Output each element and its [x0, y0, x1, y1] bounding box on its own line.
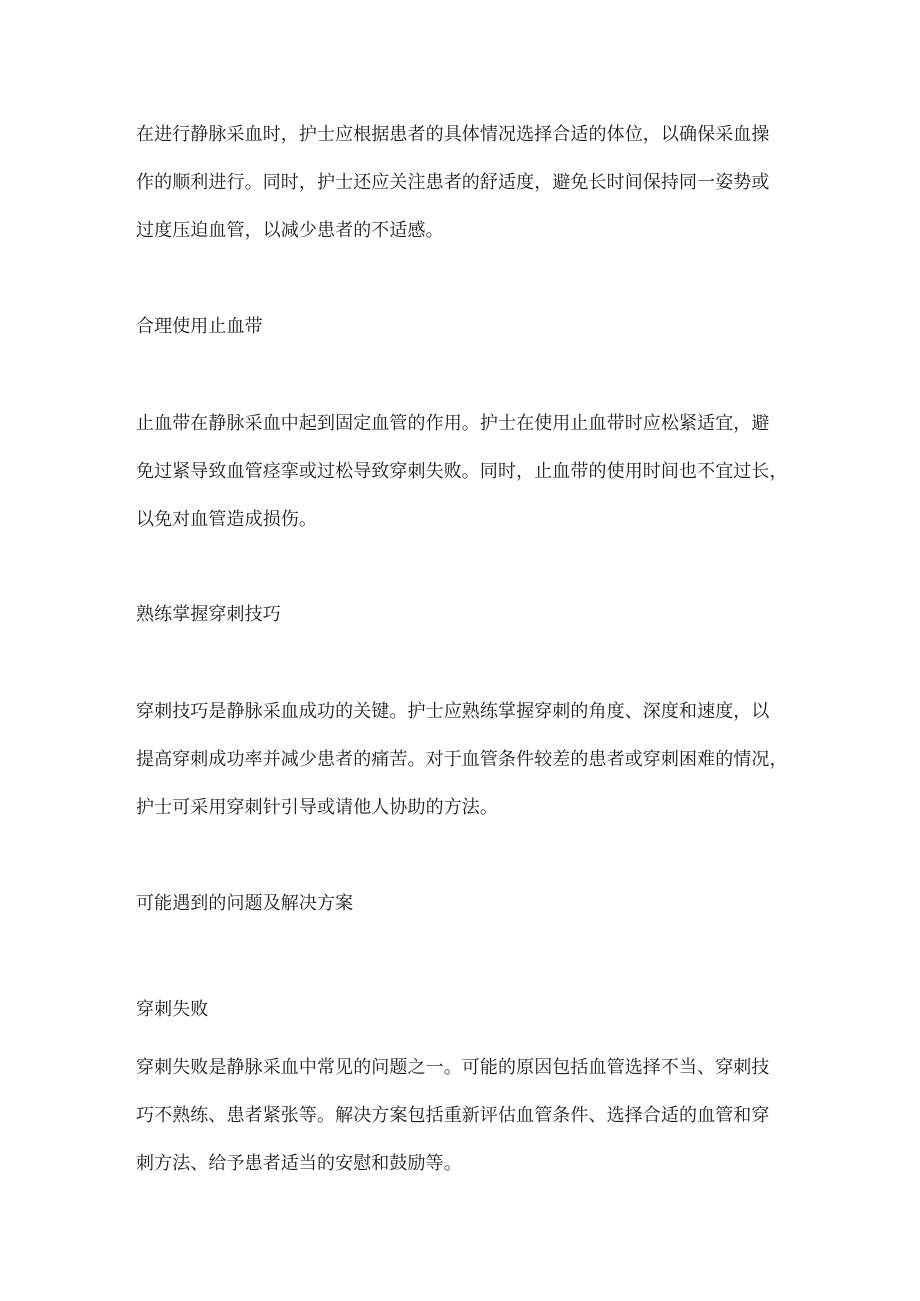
- paragraph-line: 以免对血管造成损伤。: [136, 509, 317, 530]
- paragraph-body-position: [136, 111, 788, 255]
- paragraph-body-puncture-failure: [136, 1044, 788, 1188]
- paragraph-body-puncture-technique: [136, 688, 788, 832]
- paragraph-line: 巧不熟练、患者紧张等。解决方案包括重新评估血管条件、选择合适的血管和穿: [136, 1105, 770, 1126]
- section-heading-tourniquet: 合理使用止血带: [136, 316, 263, 337]
- paragraph-line: 免过紧导致血管痉挛或过松导致穿刺失败。同时，止血带的使用时间也不宜过长，: [136, 461, 788, 482]
- paragraph-line: 穿刺技巧是静脉采血成功的关键。护士应熟练掌握穿刺的角度、深度和速度，以: [136, 701, 770, 722]
- paragraph-line: 刺方法、给予患者适当的安慰和鼓励等。: [136, 1153, 462, 1174]
- paragraph-line: 过度压迫血管，以减少患者的不适感。: [136, 220, 444, 241]
- paragraph-line: 提高穿刺成功率并减少患者的痛苦。对于血管条件较差的患者或穿刺困难的情况，: [136, 749, 788, 770]
- paragraph-line: 在进行静脉采血时，护士应根据患者的具体情况选择合适的体位，以确保采血操: [136, 124, 770, 145]
- subsection-heading-puncture-failure: 穿刺失败: [136, 999, 209, 1020]
- paragraph-body-tourniquet: [136, 400, 788, 544]
- paragraph-line: 穿刺失败是静脉采血中常见的问题之一。可能的原因包括血管选择不当、穿刺技: [136, 1057, 770, 1078]
- paragraph-line: 作的顺利进行。同时，护士还应关注患者的舒适度，避免长时间保持同一姿势或: [136, 172, 770, 193]
- paragraph-line: 护士可采用穿刺针引导或请他人协助的方法。: [136, 797, 498, 818]
- section-heading-problems-solutions: 可能遇到的问题及解决方案: [136, 893, 354, 914]
- paragraph-line: 止血带在静脉采血中起到固定血管的作用。护士在使用止血带时应松紧适宜，避: [136, 413, 770, 434]
- section-heading-puncture-technique: 熟练掌握穿刺技巧: [136, 604, 281, 625]
